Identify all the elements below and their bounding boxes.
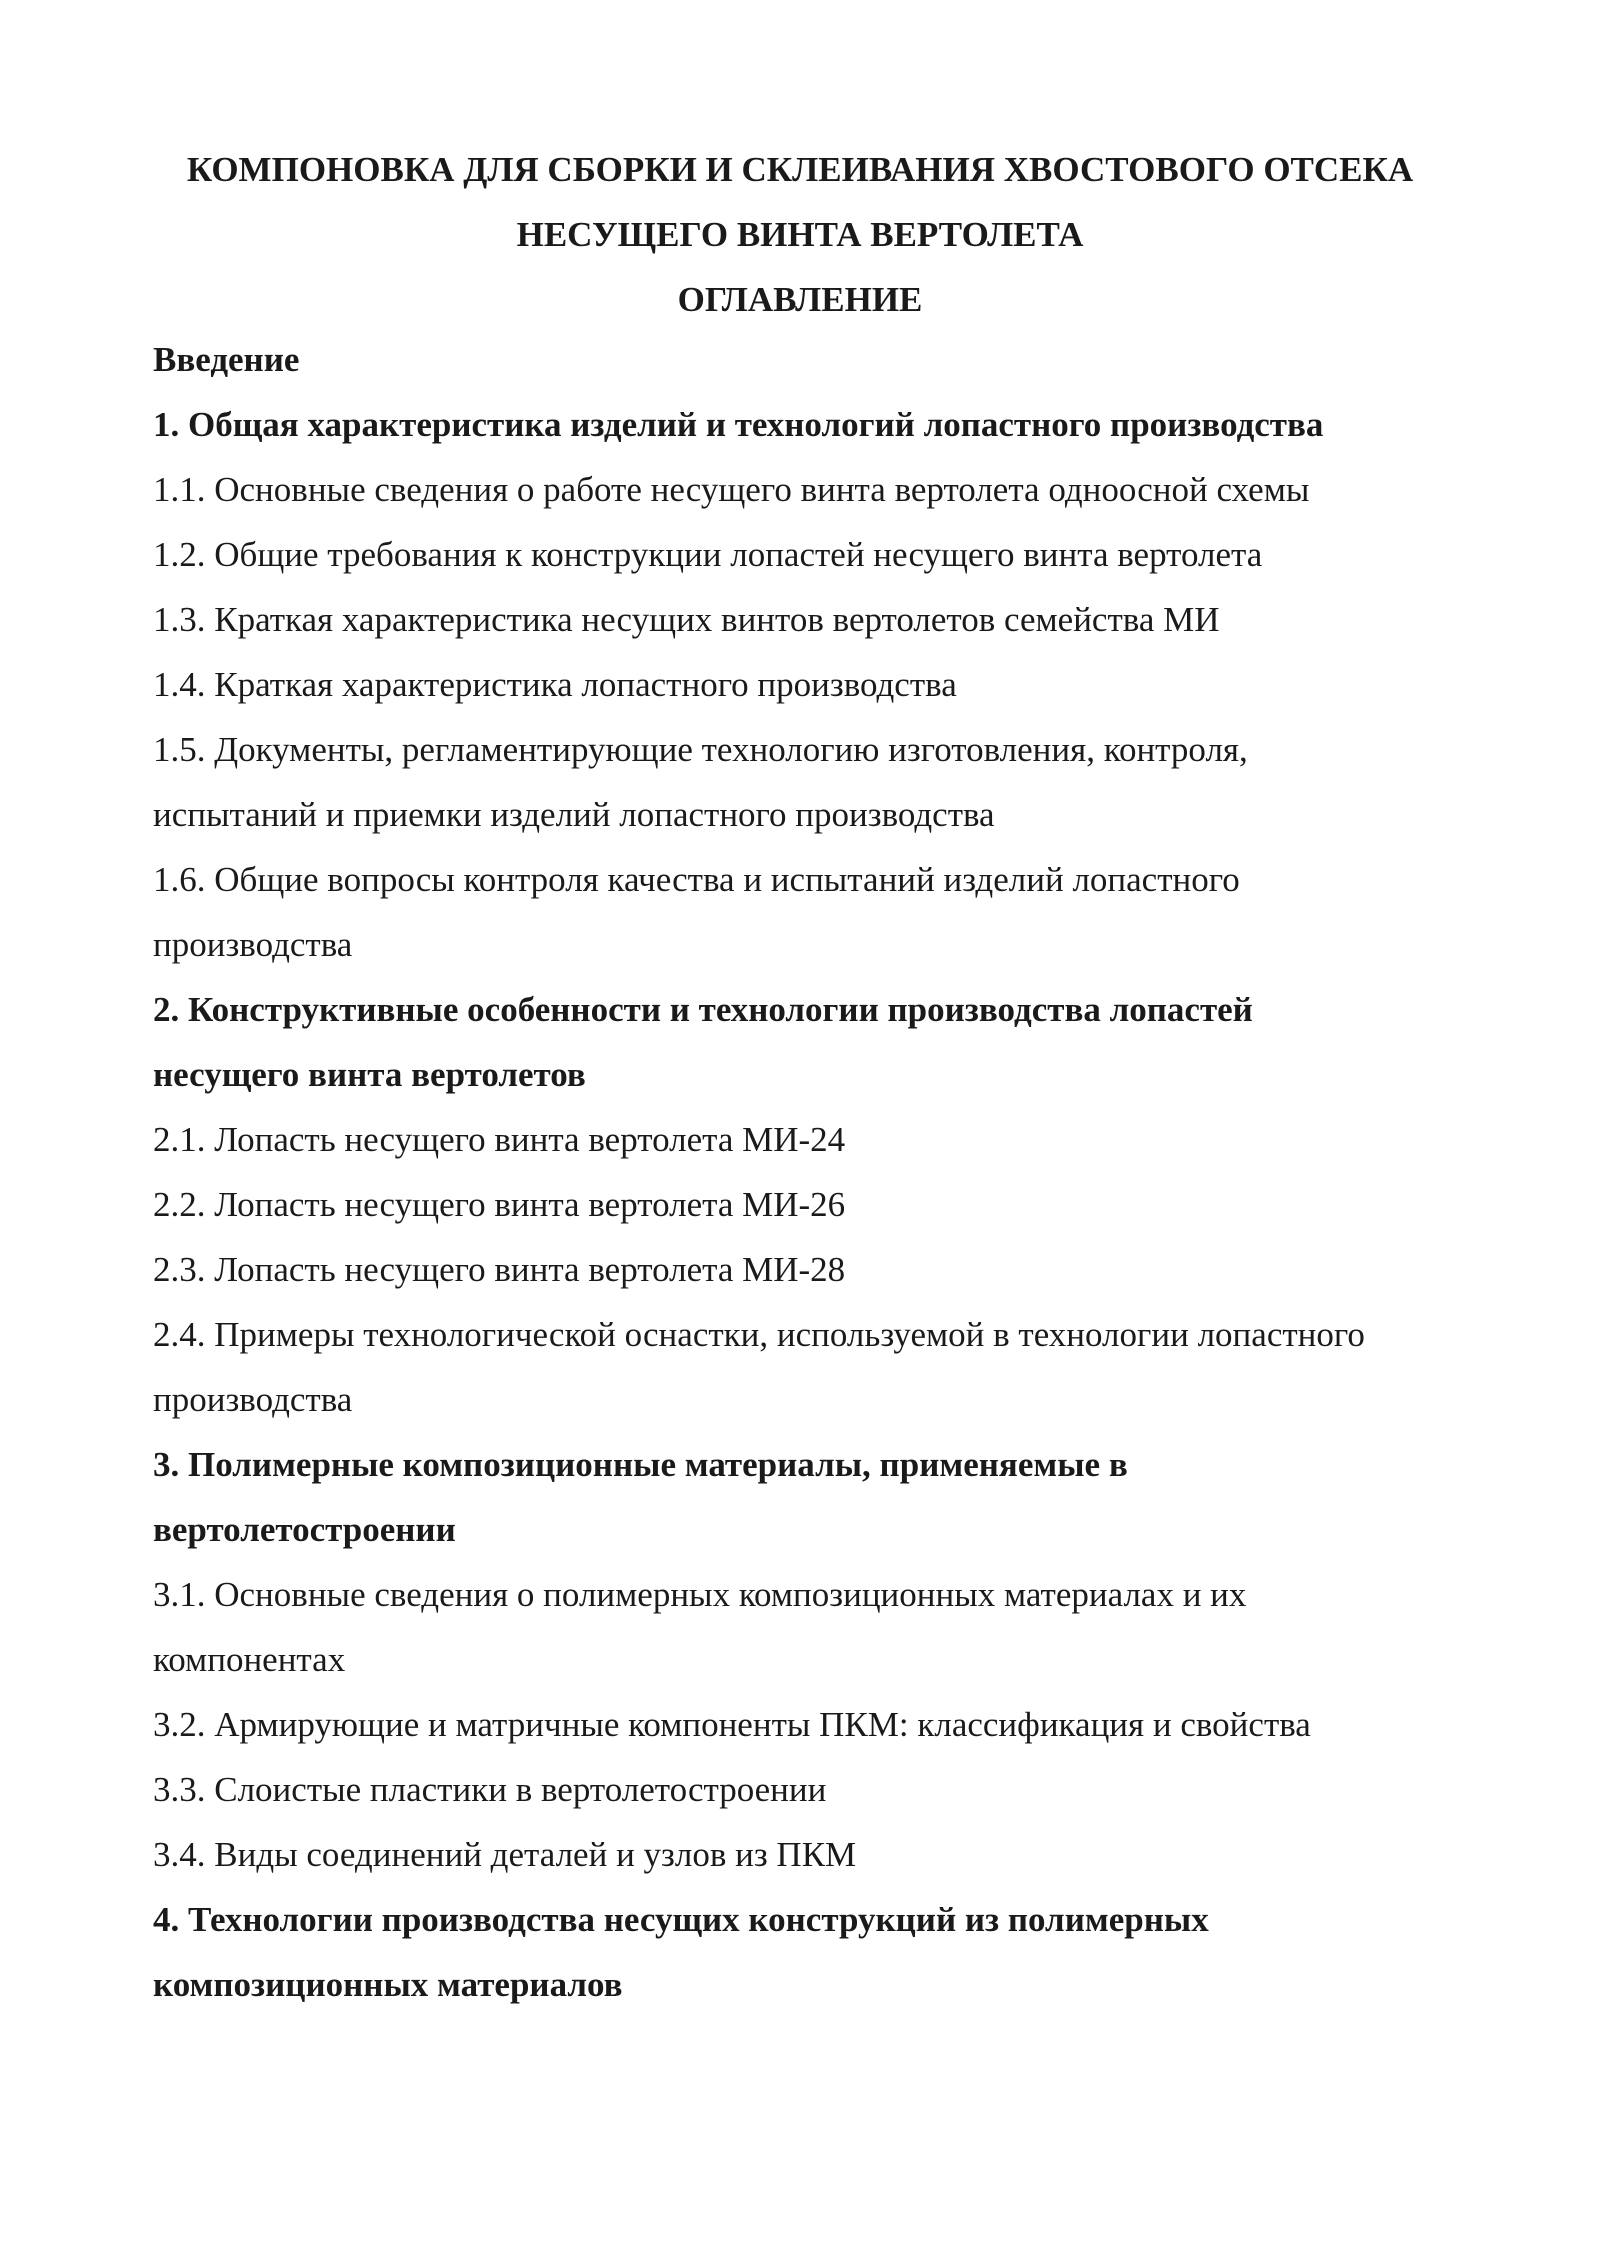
title-block (0, 137, 1600, 332)
toc-entry: 3.1. Основные сведения о полимерных композиционных материалах и их (153, 1575, 1247, 1614)
toc-entry: 2.2. Лопасть несущего винта вертолета МИ-26 (153, 1185, 846, 1224)
toc-entry: 3.2. Армирующие и матричные компоненты ПКМ: классификация и свойства (153, 1705, 1311, 1744)
toc-entry: производства (153, 1380, 353, 1419)
toc-entry: 2.1. Лопасть несущего винта вертолета МИ-24 (153, 1120, 846, 1159)
toc-section-heading: 1. Общая характеристика изделий и технологий лопастного производства (153, 405, 1324, 444)
toc-entry: 1.1. Основные сведения о работе несущего винта вертолета одноосной схемы (153, 470, 1310, 509)
toc-entry: 1.6. Общие вопросы контроля качества и испытаний изделий лопастного (153, 860, 1240, 899)
toc-entry: 3.3. Слоистые пластики в вертолетостроении (153, 1770, 827, 1809)
toc-heading: ОГЛАВЛЕНИЕ (677, 280, 923, 319)
toc-section-heading: несущего винта вертолетов (153, 1055, 586, 1094)
toc-entry: 1.3. Краткая характеристика несущих винтов вертолетов семейства МИ (153, 600, 1220, 639)
toc-entry: 1.2. Общие требования к конструкции лопастей несущего винта вертолета (153, 535, 1263, 574)
toc-entry: компонентах (153, 1640, 346, 1679)
toc-entry: 1.5. Документы, регламентирующие технологию изготовления, контроля, (153, 730, 1248, 769)
toc-entry: испытаний и приемки изделий лопастного производства (153, 795, 995, 834)
toc-section-heading: вертолетостроении (153, 1510, 456, 1549)
table-of-contents (153, 327, 1493, 2017)
toc-section-heading: композиционных материалов (153, 1965, 623, 2004)
toc-entry: 2.3. Лопасть несущего винта вертолета МИ-28 (153, 1250, 846, 1289)
document-title-line-1: КОМПОНОВКА ДЛЯ СБОРКИ И СКЛЕИВАНИЯ ХВОСТОВОГО ОТСЕКА (186, 150, 1414, 189)
toc-entry: 2.4. Примеры технологической оснастки, используемой в технологии лопастного (153, 1315, 1365, 1354)
toc-section-heading: Введение (153, 340, 300, 379)
document-title-line-2: НЕСУЩЕГО ВИНТА ВЕРТОЛЕТА (516, 215, 1084, 254)
toc-entry: производства (153, 925, 353, 964)
toc-entry: 3.4. Виды соединений деталей и узлов из ПКМ (153, 1835, 857, 1874)
toc-section-heading: 2. Конструктивные особенности и технологии производства лопастей (153, 990, 1253, 1029)
toc-section-heading: 4. Технологии производства несущих конструкций из полимерных (153, 1900, 1209, 1939)
toc-section-heading: 3. Полимерные композиционные материалы, применяемые в (153, 1445, 1128, 1484)
toc-entry: 1.4. Краткая характеристика лопастного производства (153, 665, 957, 704)
